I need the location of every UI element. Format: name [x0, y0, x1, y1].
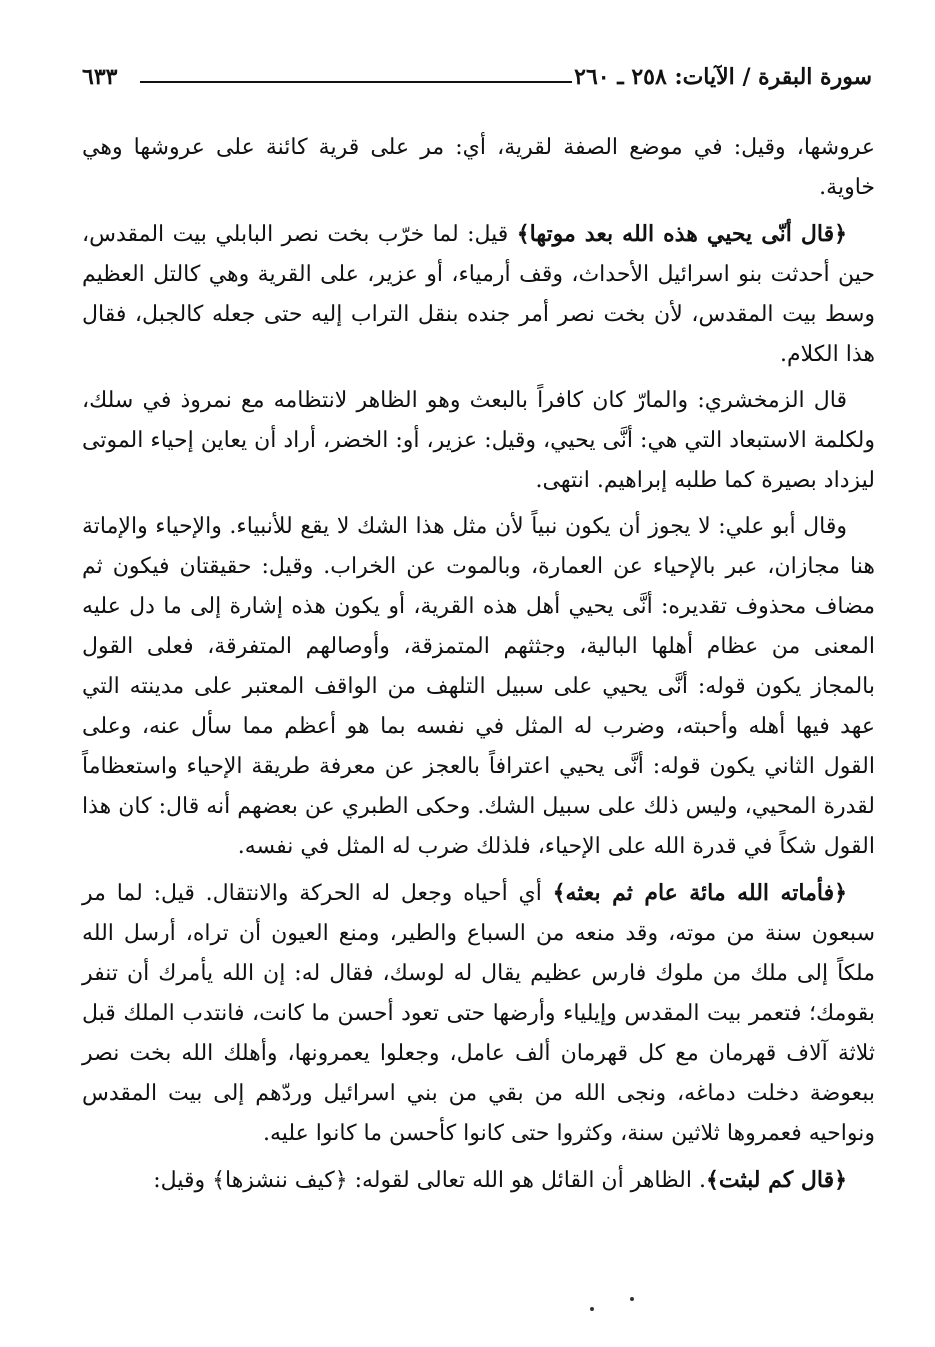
- paragraph: [82, 128, 875, 208]
- paragraph-text: وقال أبو علي: لا يجوز أن يكون نبياً لأن مثل هذا الشك لا يقع للأنبياء. والإحياء والإماتة هنا مجازان، عبر بالإحياء عن العمارة، وبالموت عن الخراب. وقيل: حقيقتان فيكون ثم مضاف محذوف تقديره: أنَّى يحيي أهل هذه القرية، أو يكون هذه إشارة إلى ما دل عليه المعنى من عظام أهلها البالية، وجثثهم المتمزقة، وأوصالهم المتفرقة، فعلى القول بالمجاز يكون قوله: أنَّى يحيي على سبيل التلهف من الواقف المعتبر على مدينته التي عهد فيها أهله وأحبته، وضرب له المثل في نفسه بما هو أعظم مما سأل عنه، وعلى القول الثاني يكون قوله: أنَّى يحيي اعترافاً بالعجز عن معرفة طريقة الإحياء واستعظاماً لقدرة المحيي، وليس ذلك على سبيل الشك. وحكى الطبري عن بعضهم أنه قال: كان هذا القول شكاً في قدرة الله على الإحياء، فلذلك ضرب له المثل في نفسه.: [82, 514, 875, 859]
- paragraph-text: عروشها، وقيل: في موضع الصفة لقرية، أي: مر على قرية كائنة على عروشها وهي خاوية.: [82, 135, 875, 200]
- quran-quote: ﴿قال كم لبثت﴾: [705, 1167, 847, 1193]
- paragraph: [82, 873, 875, 1154]
- header-rule: [140, 81, 572, 83]
- footer-dot: [630, 1297, 634, 1301]
- surah-title: سورة البقرة / الآيات: ٢٥٨ ـ ٢٦٠: [574, 64, 872, 90]
- paragraph-text: . الظاهر أن القائل هو الله تعالى لقوله: ﴿كيف ننشزها﴾ وقيل:: [153, 1168, 706, 1193]
- paragraph-text: قيل: لما خرّب بخت نصر البابلي بيت المقدس، حين أحدثت بنو اسرائيل الأحداث، وقف أرمياء، أو عزير، على القرية وهي كالتل العظيم وسط بيت المقدس، لأن بخت نصر أمر جنده بنقل التراب إليه حتى جعله كالجبل، فقال هذا الكلام.: [82, 222, 875, 367]
- quran-quote: ﴿قال أنّى يحيي هذه الله بعد موتها﴾: [516, 221, 847, 247]
- main-text: [82, 128, 875, 1207]
- footer-dot: [590, 1307, 594, 1311]
- paragraph: [82, 381, 875, 501]
- paragraph: [82, 1160, 875, 1201]
- paragraph: [82, 507, 875, 867]
- paragraph-text: أي أحياه وجعل له الحركة والانتقال. قيل: لما مر سبعون سنة من موته، وقد منعه من السباع والطير، ومنع العيون أن تراه، أرسل الله ملكاً إلى ملك من ملوك فارس عظيم يقال له لوسك، فقال له: إن الله يأمرك أن تنفر بقومك؛ فتعمر بيت المقدس وإيلياء وأرضها حتى تعود أحسن ما كانت، فانتدب الملك قبل ثلاثة آلاف قهرمان مع كل قهرمان ألف عامل، وجعلوا يعمرونها، وأهلك الله بخت نصر ببعوضة دخلت دماغه، ونجى الله من بقي من بني اسرائيل وردّهم إلى بيت المقدس ونواحيه فعمروها ثلاثين سنة، وكثروا حتى كانوا كأحسن ما كانوا عليه.: [82, 881, 875, 1146]
- paragraph: [82, 214, 875, 375]
- paragraph-text: قال الزمخشري: والمارّ كان كافراً بالبعث وهو الظاهر لانتظامه مع نمروذ في سلك، ولكلمة الاستبعاد التي هي: أنَّى يحيي، وقيل: عزير، أو: الخضر، أراد أن يعاين إحياء الموتى ليزداد بصيرة كما طلبه إبراهيم. انتهى.: [82, 388, 875, 493]
- footer-marks: [560, 1295, 640, 1315]
- running-header: [82, 58, 872, 98]
- quran-quote: ﴿فأماته الله مائة عام ثم بعثه﴾: [552, 880, 847, 906]
- page-number: ٦٣٣: [82, 64, 118, 90]
